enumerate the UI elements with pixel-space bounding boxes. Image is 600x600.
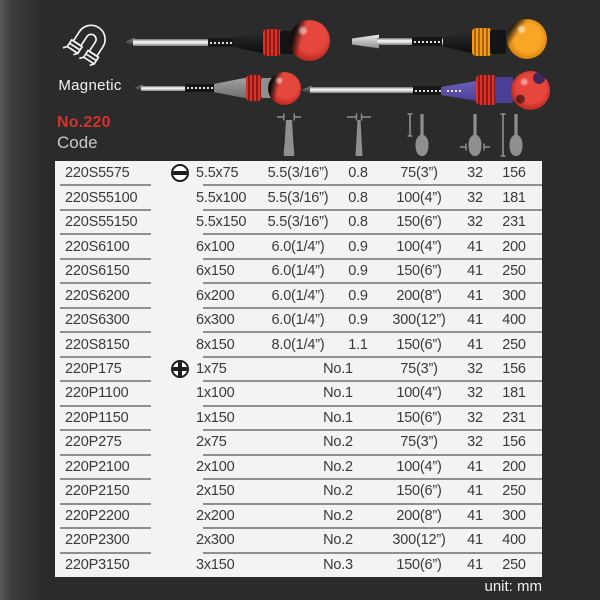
tip-width-cell: 5.5(3/16”) <box>267 189 329 206</box>
blade-thickness-cell: 0.9 <box>348 238 368 255</box>
table-row <box>55 357 542 381</box>
shaft-length-cell: 150(6”) <box>396 409 442 426</box>
tip-width-cell: 5.5(3/16”) <box>267 214 329 231</box>
table-row <box>55 528 542 552</box>
code-cell: 220S6150 <box>65 263 130 280</box>
overall-length-cell: 200 <box>502 238 526 255</box>
overall-length-cell: 156 <box>502 165 526 182</box>
code-cell: 220S8150 <box>65 336 130 353</box>
size-cell: 2x100 <box>196 458 235 475</box>
shaft-length-cell: 100(4”) <box>396 458 442 475</box>
code-cell: 220P275 <box>65 434 122 451</box>
blade-thickness-cell: 0.9 <box>348 312 368 329</box>
overall-length-cell: 181 <box>502 385 526 402</box>
shaft-length-cell: 150(6”) <box>396 336 442 353</box>
shaft-length-cell: 150(6”) <box>396 214 442 231</box>
shaft-length-cell: 100(4”) <box>396 385 442 402</box>
overall-length-icon <box>499 111 529 158</box>
handle-dia-cell: 32 <box>467 360 483 377</box>
code-cell: 220P2100 <box>65 458 130 475</box>
screwdriver-slotted-orange <box>352 16 548 66</box>
handle-dia-cell: 32 <box>467 409 483 426</box>
shaft-length-cell: 100(4”) <box>396 238 442 255</box>
shaft-length-cell: 150(6”) <box>396 556 442 573</box>
unit-note: unit: mm <box>484 578 542 595</box>
shaft-length-cell: 150(6”) <box>396 263 442 280</box>
code-cell: 220P1150 <box>65 409 129 426</box>
tip-width-cell: 6.0(1/4”) <box>271 312 325 329</box>
blade-thickness-cell: 1.1 <box>348 336 368 353</box>
tip-width-cell: 6.0(1/4”) <box>271 287 325 304</box>
blade-thickness-cell: 0.9 <box>348 263 368 280</box>
blade-thickness-cell: 0.9 <box>348 287 368 304</box>
shaft-length-cell: 100(4”) <box>396 189 442 206</box>
code-cell: 220S6100 <box>65 238 130 255</box>
code-cell: 220P2150 <box>65 483 130 500</box>
size-cell: 5.5x150 <box>196 214 247 231</box>
overall-length-cell: 300 <box>502 507 526 524</box>
point-size-cell: No.1 <box>323 360 353 377</box>
size-cell: 2x200 <box>196 507 235 524</box>
point-size-cell: No.1 <box>323 409 353 426</box>
screwdriver-phillips-red <box>126 18 331 66</box>
size-cell: 2x150 <box>196 483 235 500</box>
size-cell: 6x150 <box>196 263 235 280</box>
handle-dia-cell: 41 <box>467 507 483 524</box>
table-row <box>55 185 542 209</box>
tip-width-cell: 6.0(1/4”) <box>271 263 325 280</box>
spec-table <box>55 161 542 577</box>
size-cell: 8x150 <box>196 336 235 353</box>
size-cell: 6x100 <box>196 238 235 255</box>
magnetic-badge <box>46 14 134 94</box>
overall-length-cell: 250 <box>502 483 526 500</box>
blade-thickness-cell: 0.8 <box>348 214 368 231</box>
point-size-cell: No.3 <box>323 556 353 573</box>
handle-dia-cell: 41 <box>467 458 483 475</box>
table-row <box>55 210 542 234</box>
size-cell: 1x75 <box>196 360 227 377</box>
overall-length-cell: 250 <box>502 556 526 573</box>
shaft-length-cell: 75(3”) <box>400 165 438 182</box>
size-cell: 5.5x75 <box>196 165 239 182</box>
table-row <box>55 406 542 430</box>
shaft-length-cell: 200(8”) <box>396 287 442 304</box>
overall-length-cell: 300 <box>502 287 526 304</box>
handle-dia-cell: 32 <box>467 165 483 182</box>
code-cell: 220S6200 <box>65 287 130 304</box>
handle-dia-cell: 32 <box>467 189 483 206</box>
slotted-icon <box>171 164 189 182</box>
table-row <box>55 259 542 283</box>
table-row <box>55 332 542 356</box>
size-cell: 2x300 <box>196 532 235 549</box>
table-row <box>55 161 542 185</box>
shaft-length-cell: 75(3”) <box>400 434 438 451</box>
overall-length-cell: 400 <box>502 532 526 549</box>
magnet-icon <box>49 14 131 72</box>
table-row <box>55 553 542 577</box>
overall-length-cell: 231 <box>502 214 526 231</box>
tip-width-cell: 5.5(3/16”) <box>267 165 329 182</box>
handle-dia-cell: 32 <box>467 214 483 231</box>
overall-length-cell: 250 <box>502 336 526 353</box>
code-cell: 220S55150 <box>65 214 138 231</box>
handle-dia-cell: 41 <box>467 312 483 329</box>
overall-length-cell: 156 <box>502 360 526 377</box>
code-cell: 220S6300 <box>65 312 130 329</box>
overall-length-cell: 181 <box>502 189 526 206</box>
table-row <box>55 455 542 479</box>
overall-length-cell: 156 <box>502 434 526 451</box>
left-edge-shade <box>0 0 44 600</box>
size-cell: 5.5x100 <box>196 189 247 206</box>
size-cell: 3x150 <box>196 556 235 573</box>
handle-dia-cell: 41 <box>467 483 483 500</box>
table-row <box>55 504 542 528</box>
magnetic-label: Magnetic <box>58 77 122 94</box>
table-row <box>55 381 542 405</box>
size-cell: 6x200 <box>196 287 235 304</box>
code-cell: 220P2200 <box>65 507 130 524</box>
overall-length-cell: 231 <box>502 409 526 426</box>
point-size-cell: No.2 <box>323 458 353 475</box>
point-size-cell: No.1 <box>323 385 353 402</box>
blade-width-icon <box>274 111 304 158</box>
handle-dia-cell: 41 <box>467 556 483 573</box>
size-cell: 2x75 <box>196 434 227 451</box>
table-row <box>55 430 542 454</box>
point-size-cell: No.2 <box>323 507 353 524</box>
point-size-cell: No.2 <box>323 434 353 451</box>
handle-dia-cell: 41 <box>467 532 483 549</box>
blade-thickness-icon <box>344 111 374 158</box>
overall-length-cell: 400 <box>502 312 526 329</box>
code-cell: 220P2300 <box>65 532 130 549</box>
shaft-length-cell: 75(3”) <box>400 360 438 377</box>
code-cell: 220S55100 <box>65 189 138 206</box>
screwdriver-phillips-stubby-red <box>135 72 305 108</box>
handle-dia-cell: 41 <box>467 287 483 304</box>
point-size-cell: No.2 <box>323 483 353 500</box>
table-row <box>55 479 542 503</box>
code-column-label: Code <box>57 133 98 152</box>
handle-dia-cell: 41 <box>467 263 483 280</box>
blade-thickness-cell: 0.8 <box>348 189 368 206</box>
tip-width-cell: 6.0(1/4”) <box>271 238 325 255</box>
size-cell: 1x150 <box>196 409 235 426</box>
phillips-icon <box>171 360 189 378</box>
handle-diameter-icon <box>460 111 490 158</box>
table-row <box>55 308 542 332</box>
handle-dia-cell: 32 <box>467 385 483 402</box>
code-cell: 220P3150 <box>65 556 130 573</box>
shaft-length-icon <box>406 111 436 158</box>
shaft-length-cell: 200(8”) <box>396 507 442 524</box>
blade-thickness-cell: 0.8 <box>348 165 368 182</box>
screwdriver-phillips-purple <box>300 68 550 114</box>
series-number: No.220 <box>57 114 111 131</box>
handle-dia-cell: 41 <box>467 238 483 255</box>
handle-dia-cell: 32 <box>467 434 483 451</box>
point-size-cell: No.2 <box>323 532 353 549</box>
table-row <box>55 283 542 307</box>
size-cell: 1x100 <box>196 385 235 402</box>
code-cell: 220P175 <box>65 360 122 377</box>
code-cell: 220P1100 <box>65 385 129 402</box>
overall-length-cell: 250 <box>502 263 526 280</box>
overall-length-cell: 200 <box>502 458 526 475</box>
shaft-length-cell: 300(12”) <box>392 312 446 329</box>
table-row <box>55 234 542 258</box>
handle-dia-cell: 41 <box>467 336 483 353</box>
code-cell: 220S5575 <box>65 165 130 182</box>
shaft-length-cell: 150(6”) <box>396 483 442 500</box>
tip-width-cell: 8.0(1/4”) <box>271 336 325 353</box>
shaft-length-cell: 300(12”) <box>392 532 446 549</box>
size-cell: 6x300 <box>196 312 235 329</box>
